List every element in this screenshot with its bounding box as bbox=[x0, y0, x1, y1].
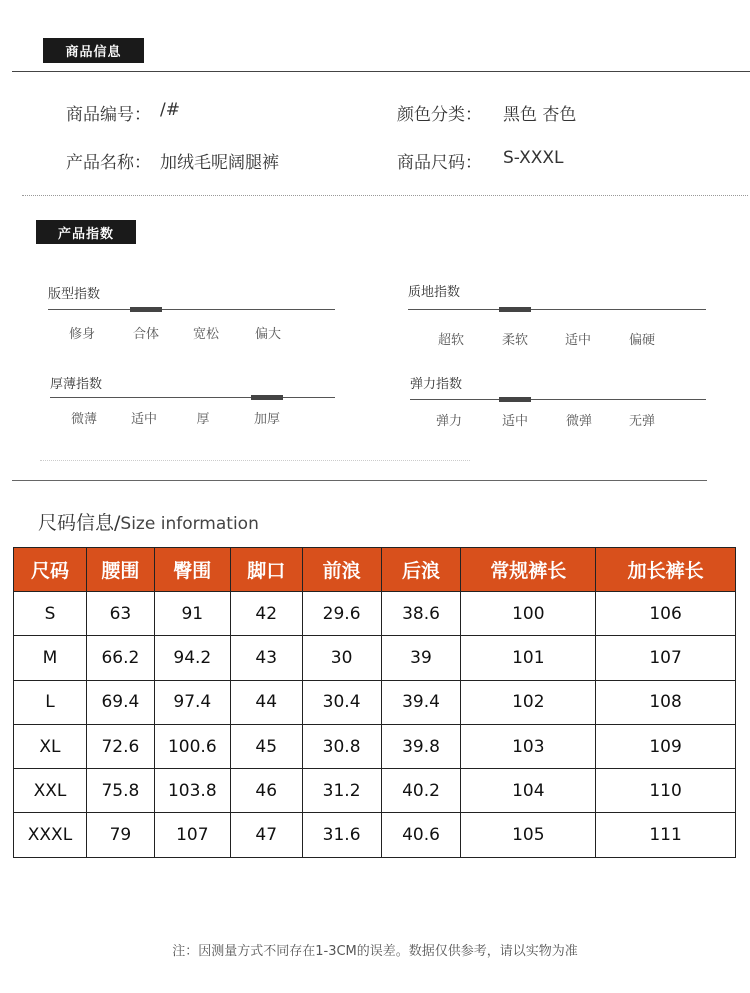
table-cell: 101 bbox=[461, 636, 596, 680]
size-range-value: S-XXXL bbox=[503, 148, 564, 168]
index-option: 微弹 bbox=[565, 414, 592, 429]
table-cell: 47 bbox=[230, 813, 302, 857]
table-cell: 40.2 bbox=[381, 769, 461, 813]
table-cell: 45 bbox=[230, 724, 302, 768]
table-cell: 30.8 bbox=[302, 724, 381, 768]
table-cell: 91 bbox=[154, 592, 230, 636]
table-cell: 75.8 bbox=[86, 769, 154, 813]
table-row bbox=[14, 636, 736, 680]
table-cell: 111 bbox=[596, 813, 736, 857]
table-cell: 42 bbox=[230, 592, 302, 636]
index-option: 宽松 bbox=[192, 327, 219, 342]
table-cell: S bbox=[14, 592, 87, 636]
index-option: 超软 bbox=[437, 333, 464, 348]
section-divider-dotted bbox=[22, 195, 748, 196]
index-title: 厚薄指数 bbox=[50, 377, 103, 392]
col-header-long-length: 加长裤长 bbox=[596, 548, 736, 592]
product-number-label: 商品编号： bbox=[66, 105, 151, 125]
table-cell: 29.6 bbox=[302, 592, 381, 636]
index-scale-line bbox=[408, 309, 706, 310]
table-cell: 103.8 bbox=[154, 769, 230, 813]
table-cell: 46 bbox=[230, 769, 302, 813]
table-cell: 97.4 bbox=[154, 680, 230, 724]
table-cell: 107 bbox=[154, 813, 230, 857]
index-option: 适中 bbox=[564, 333, 591, 348]
table-cell: 39.4 bbox=[381, 680, 461, 724]
size-info-heading-sep: / bbox=[114, 512, 121, 534]
index-option: 无弹 bbox=[628, 414, 655, 429]
table-cell: 30.4 bbox=[302, 680, 381, 724]
size-info-heading bbox=[38, 508, 259, 535]
size-range-label: 商品尺码： bbox=[397, 153, 482, 173]
size-table bbox=[13, 547, 736, 858]
table-cell: 39.8 bbox=[381, 724, 461, 768]
table-cell: 108 bbox=[596, 680, 736, 724]
table-cell: 94.2 bbox=[154, 636, 230, 680]
index-option: 修身 bbox=[68, 327, 95, 342]
index-scale-line bbox=[50, 397, 335, 398]
table-row bbox=[14, 724, 736, 768]
table-cell: 31.2 bbox=[302, 769, 381, 813]
index-scale-line bbox=[410, 399, 706, 400]
index-title: 版型指数 bbox=[48, 287, 101, 302]
index-selected-marker bbox=[130, 307, 162, 312]
index-option: 适中 bbox=[130, 412, 157, 427]
size-section-divider bbox=[12, 480, 707, 481]
table-cell: 107 bbox=[596, 636, 736, 680]
col-header-leg-opening: 脚口 bbox=[230, 548, 302, 592]
index-title: 质地指数 bbox=[408, 285, 461, 300]
size-table-header-row bbox=[14, 548, 736, 592]
index-option: 偏大 bbox=[254, 327, 281, 342]
table-cell: 109 bbox=[596, 724, 736, 768]
col-header-waist: 腰围 bbox=[86, 548, 154, 592]
table-cell: 44 bbox=[230, 680, 302, 724]
table-cell: 79 bbox=[86, 813, 154, 857]
table-row bbox=[14, 680, 736, 724]
table-cell: XXXL bbox=[14, 813, 87, 857]
table-cell: 100 bbox=[461, 592, 596, 636]
table-cell: 102 bbox=[461, 680, 596, 724]
measurement-note: 注：因测量方式不同存在1-3CM的误差。数据仅供参考，请以实物为准 bbox=[172, 944, 578, 959]
product-info-tag: 商品信息 bbox=[43, 38, 144, 63]
product-indices-tag: 产品指数 bbox=[36, 220, 136, 244]
table-cell: 105 bbox=[461, 813, 596, 857]
table-row bbox=[14, 813, 736, 857]
faded-divider bbox=[40, 460, 470, 461]
table-cell: 63 bbox=[86, 592, 154, 636]
index-option: 厚 bbox=[196, 412, 210, 427]
table-cell: 39 bbox=[381, 636, 461, 680]
table-cell: 103 bbox=[461, 724, 596, 768]
product-name-value: 加绒毛呢阔腿裤 bbox=[160, 153, 279, 173]
product-info-divider bbox=[12, 71, 750, 72]
table-cell: 100.6 bbox=[154, 724, 230, 768]
table-cell: 40.6 bbox=[381, 813, 461, 857]
index-option: 偏硬 bbox=[628, 333, 655, 348]
index-option: 适中 bbox=[501, 414, 528, 429]
product-number-value: /# bbox=[160, 100, 180, 120]
table-cell: 30 bbox=[302, 636, 381, 680]
index-option: 加厚 bbox=[253, 412, 280, 427]
color-value: 黑色 杏色 bbox=[503, 105, 577, 125]
table-cell: 110 bbox=[596, 769, 736, 813]
index-selected-marker bbox=[251, 395, 283, 400]
table-row bbox=[14, 769, 736, 813]
table-cell: 104 bbox=[461, 769, 596, 813]
index-selected-marker bbox=[499, 397, 531, 402]
table-cell: 31.6 bbox=[302, 813, 381, 857]
index-scale-line bbox=[48, 309, 335, 310]
index-selected-marker bbox=[499, 307, 531, 312]
index-option: 合体 bbox=[132, 327, 159, 342]
size-info-heading-cn: 尺码信息 bbox=[38, 512, 115, 534]
col-header-regular-length: 常规裤长 bbox=[461, 548, 596, 592]
index-title: 弹力指数 bbox=[410, 377, 463, 392]
col-header-back-rise: 后浪 bbox=[381, 548, 461, 592]
table-cell: 106 bbox=[596, 592, 736, 636]
col-header-size: 尺码 bbox=[14, 548, 87, 592]
table-cell: 38.6 bbox=[381, 592, 461, 636]
table-cell: XXL bbox=[14, 769, 87, 813]
table-cell: 72.6 bbox=[86, 724, 154, 768]
table-row bbox=[14, 592, 736, 636]
table-cell: 43 bbox=[230, 636, 302, 680]
size-info-heading-en: Size information bbox=[120, 514, 259, 534]
index-option: 弹力 bbox=[435, 414, 462, 429]
col-header-hip: 臀围 bbox=[154, 548, 230, 592]
color-label: 颜色分类： bbox=[397, 105, 482, 125]
table-cell: M bbox=[14, 636, 87, 680]
table-cell: L bbox=[14, 680, 87, 724]
table-cell: 66.2 bbox=[86, 636, 154, 680]
product-name-label: 产品名称： bbox=[66, 153, 151, 173]
col-header-front-rise: 前浪 bbox=[302, 548, 381, 592]
index-option: 微薄 bbox=[70, 412, 97, 427]
index-option: 柔软 bbox=[501, 333, 528, 348]
table-cell: 69.4 bbox=[86, 680, 154, 724]
table-cell: XL bbox=[14, 724, 87, 768]
